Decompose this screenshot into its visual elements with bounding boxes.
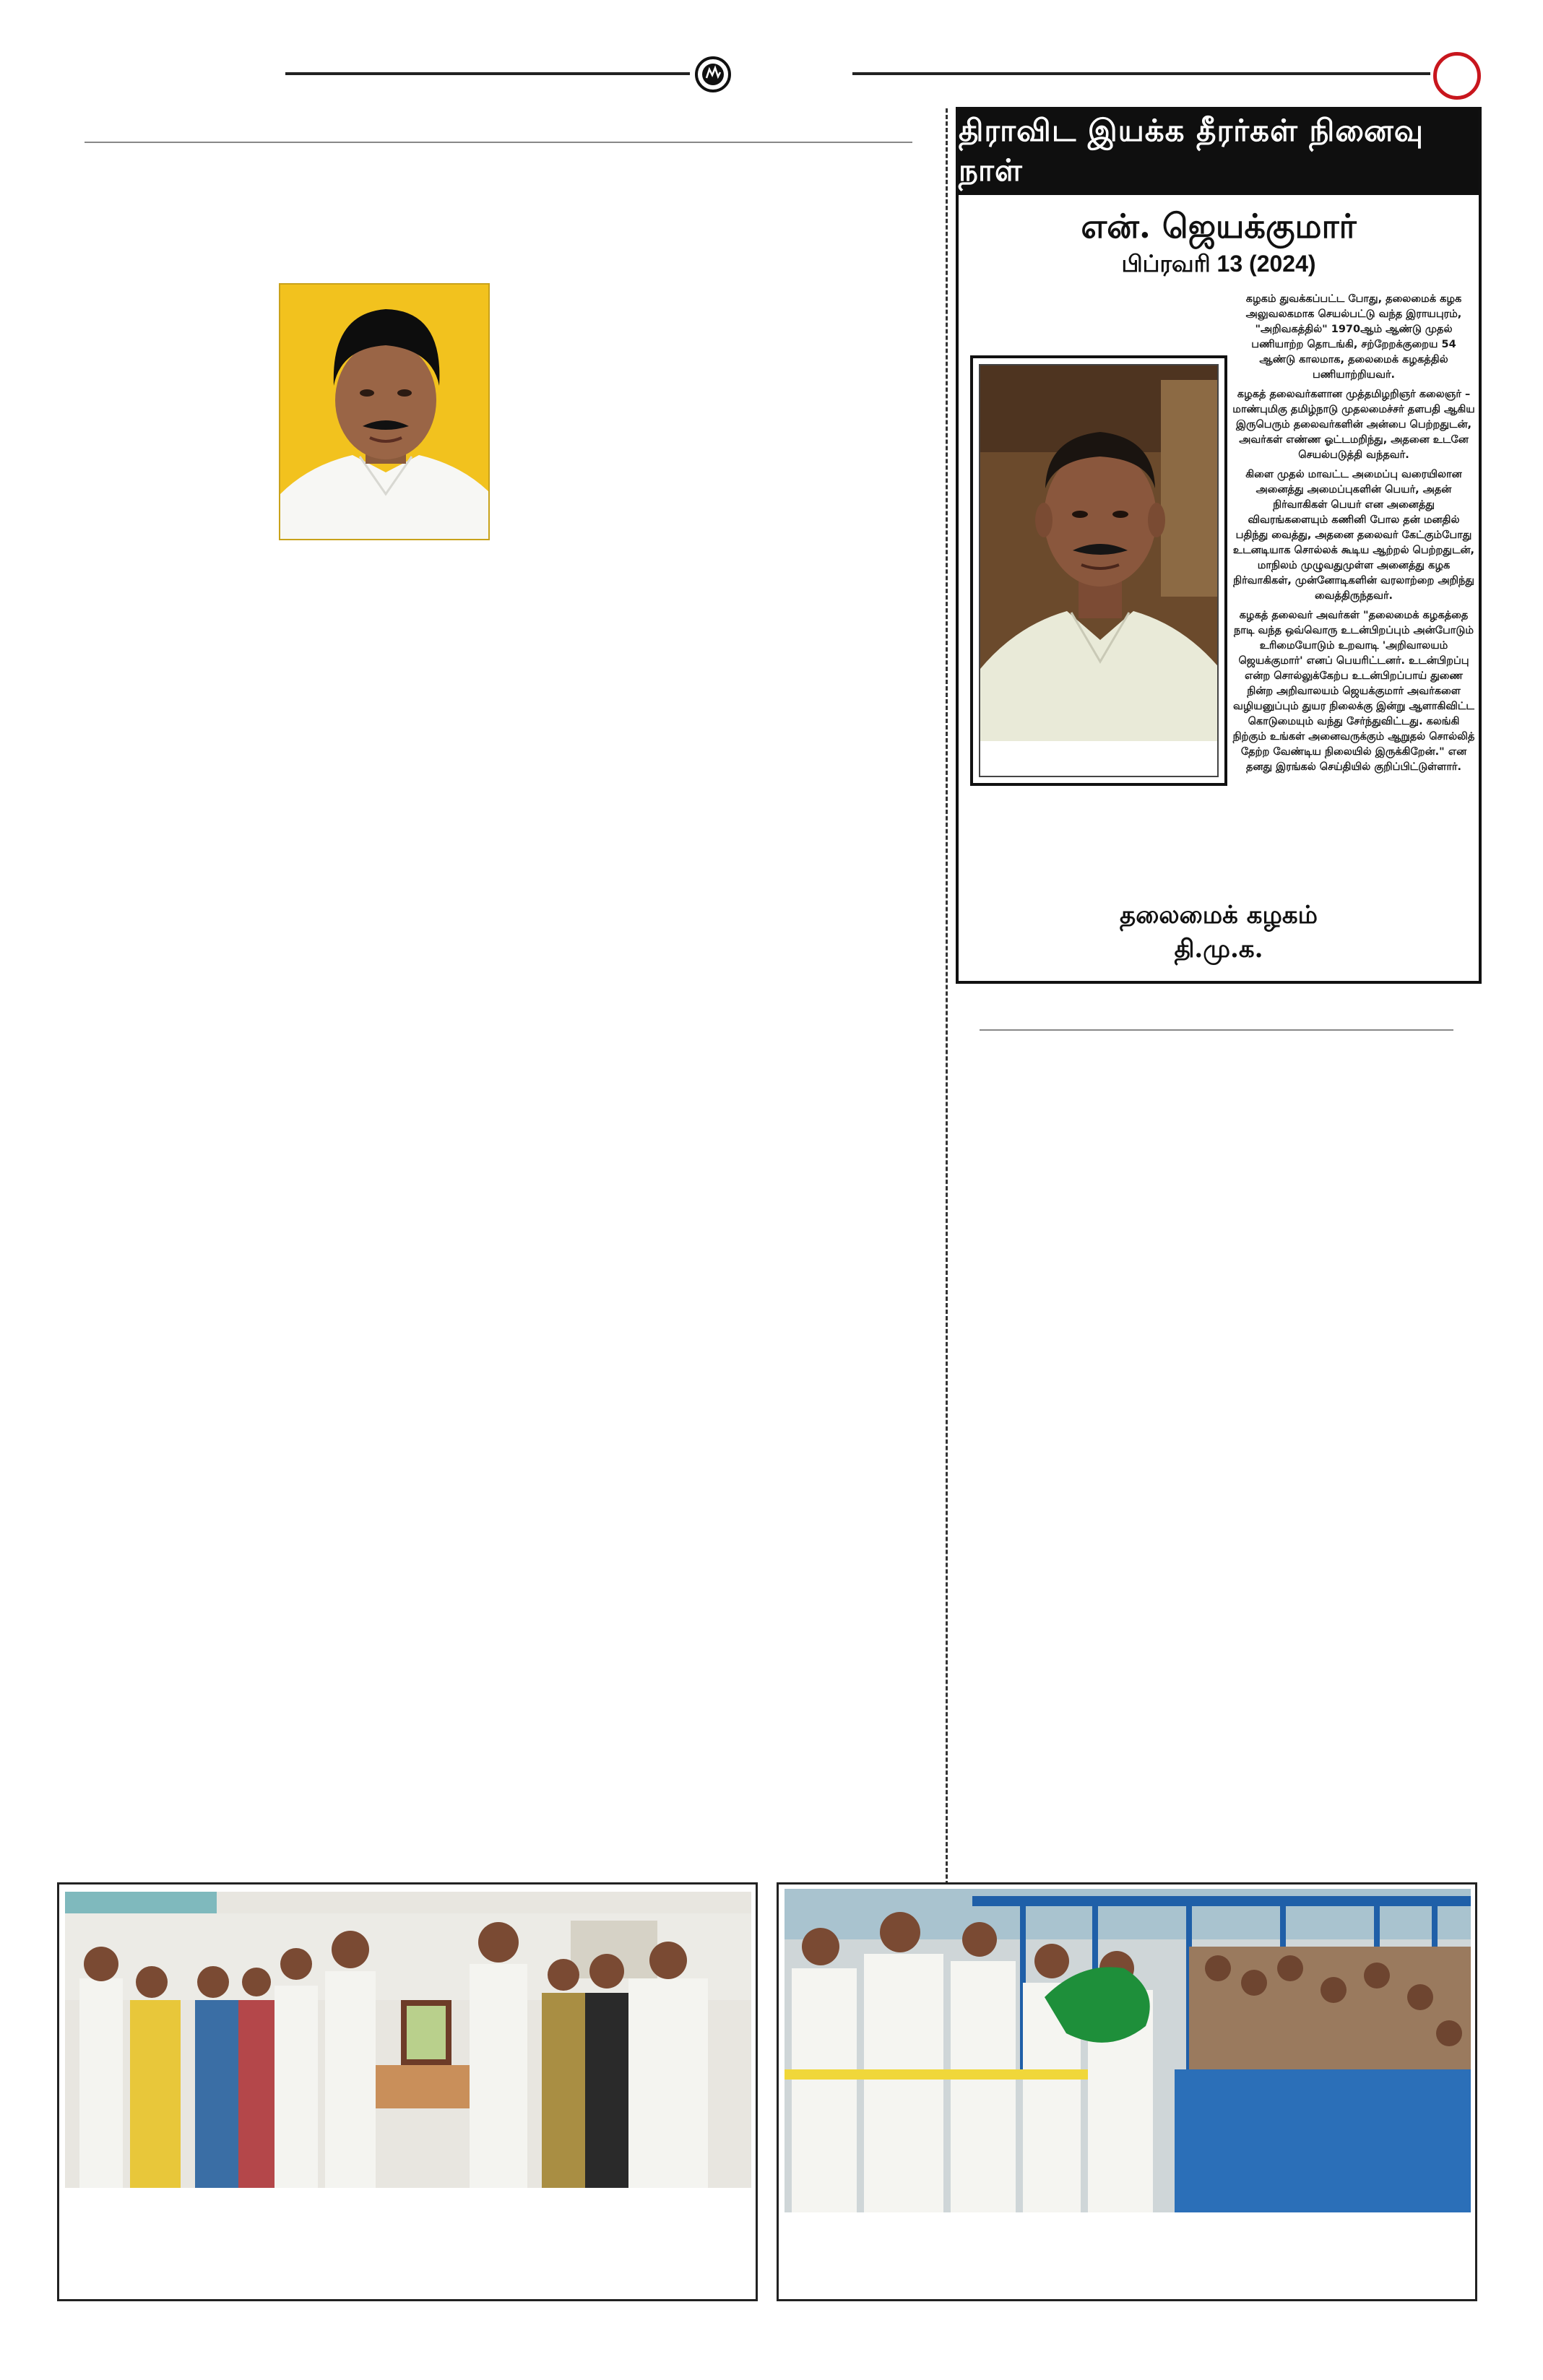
left-column-rule [85,142,912,143]
memorial-banner: திராவிட இயக்க தீரர்கள் நினைவு நாள் [959,110,1479,195]
group-photo-inauguration [785,1889,1471,2212]
column-divider [946,108,948,1885]
page-marker-icon [1433,52,1481,100]
memorial-date: பிப்ரவரி 13 (2024) [1121,251,1316,277]
group-photo-tribute [65,1892,751,2188]
header-rule-right [852,72,1430,75]
header-rule-left [285,72,690,75]
memorial-paragraph: கிளை முதல் மாவட்ட அமைப்பு வரையிலான அனைத்து அமைப்புகளின் பெயர், அதன் நிர்வாகிகள் பெயர் என அனைத்து விவரங்களையும் கணினி போல தன் மனதில் பதிந்து வைத்து, அதனை தலைவர் கேட்கும்போது உடனடியாக சொல்லக் கூடிய ஆற்றல் பெற்றதுடன், மாநிலம் முழுவதுமுள்ள அனைத்து கழக நிர்வாகிகள், முன்னோடிகளின் வரலாற்றை அறிந்து வைத்திருந்தவர். [1232,469,1475,602]
memorial-paragraph: கழகத் தலைவர் அவர்கள் "தலைமைக் கழகத்தை நாடி வந்த ஒவ்வொரு உடன்பிறப்பும் அன்போடும் உரிமையோடும் உறவாடி 'அறிவாலயம் ஜெயக்குமார்' எனப் பெயரிட்டனர். உடன்பிறப்பு என்ற சொல்லுக்கேற்ப உடன்பிறப்பாய் துணை நின்ற அறிவாலயம் ஜெயக்குமார் அவர்களை வழியனுப்பும் துயர நிலைக்கு இன்று ஆளாகிவிட்ட கொடுமையும் வந்து சேர்ந்துவிட்டது. கலங்கி நிற்கும் உங்கள் அனைவருக்கும் ஆறுதல் சொல்லித் தேற்ற வேண்டிய நிலையில் இருக்கிறேன்." என தனது இரங்கல் செய்தியில் குறிப்பிட்டுள்ளார். [1232,610,1475,773]
portrait-photo [279,283,490,540]
memorial-name: என். ஜெயக்குமார் [1081,207,1357,246]
memorial-photo [979,364,1219,777]
memorial-paragraph: கழகத் தலைவர்களான முத்தமிழறிஞர் கலைஞர் – மாண்புமிகு தமிழ்நாடு முதலமைச்சர் தளபதி ஆகிய இருபெரும் தலைவர்களின் அன்பை பெற்றதுடன், அவர்கள் எண்ண ஓட்டமறிந்து, அதனை உடனே செயல்படுத்தி வந்தவர். [1232,389,1475,461]
memorial-paragraph: கழகம் துவக்கப்பட்ட போது, தலைமைக் கழக அலுவலகமாக செயல்பட்டு வந்த இராயபுரம், "அறிவகத்தில்" 1970ஆம் ஆண்டு முதல் பணியாற்ற தொடங்கி, சற்றேறக்குறைய 54 ஆண்டு காலமாக, தலைமைக் கழகத்தில் பணியாற்றியவர். [1245,293,1462,381]
memorial-signature-line2: தி.மு.க. [1174,935,1263,964]
memorial-body [1232,292,1476,779]
right-column-rule [980,1029,1453,1031]
memorial-notice [956,107,1482,984]
memorial-signature-line1: தலைமைக் கழகம் [1120,901,1318,930]
memorial-photo-frame [970,355,1227,786]
photo-box-left [57,1882,758,2301]
photo-box-right [777,1882,1477,2301]
party-emblem-icon [695,56,731,92]
